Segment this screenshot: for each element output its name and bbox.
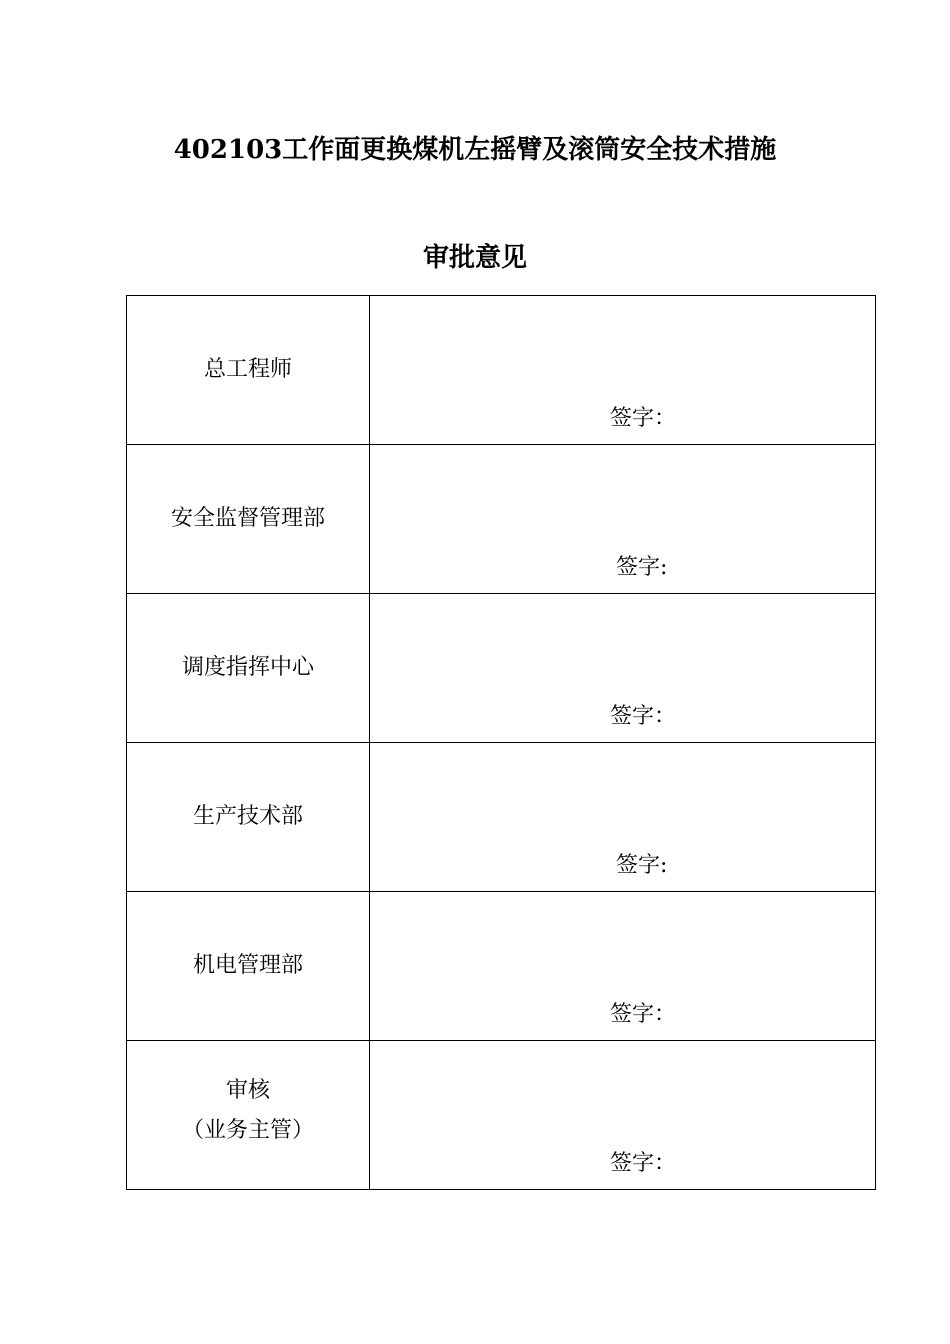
department-label: 机电管理部 (192, 953, 303, 978)
signature-label: 签字： (610, 704, 677, 729)
table-row (127, 1041, 876, 1190)
opinion-cell (370, 892, 876, 1041)
department-label: 调度指挥中心 (181, 655, 314, 680)
approval-table (126, 295, 876, 1190)
department-label (127, 1071, 369, 1151)
table-row (127, 594, 876, 743)
department-cell (127, 594, 370, 743)
document-title: 402103工作面更换煤机左摇臂及滚筒安全技术措施 (173, 135, 777, 165)
department-cell (127, 892, 370, 1041)
opinion-cell (370, 296, 876, 445)
opinion-cell (370, 594, 876, 743)
signature-label: 签字： (610, 1151, 677, 1176)
signature-label: 签字: (616, 555, 668, 580)
table-row (127, 445, 876, 594)
department-label: 生产技术部 (192, 804, 303, 829)
department-cell (127, 296, 370, 445)
department-label-line2: （业务主管） (181, 1118, 314, 1143)
signature-label: 签字: (616, 853, 668, 878)
department-label: 安全监督管理部 (170, 506, 325, 531)
table-row (127, 892, 876, 1041)
department-label-line1: 审核 (225, 1078, 270, 1103)
department-cell (127, 445, 370, 594)
section-title: 审批意见 (422, 243, 527, 273)
department-label: 总工程师 (203, 357, 292, 382)
table-row (127, 296, 876, 445)
opinion-cell (370, 743, 876, 892)
department-cell (127, 743, 370, 892)
signature-label: 签字： (610, 406, 677, 431)
department-cell (127, 1041, 370, 1190)
signature-label: 签字： (610, 1002, 677, 1027)
table-row (127, 743, 876, 892)
opinion-cell (370, 1041, 876, 1190)
opinion-cell (370, 445, 876, 594)
